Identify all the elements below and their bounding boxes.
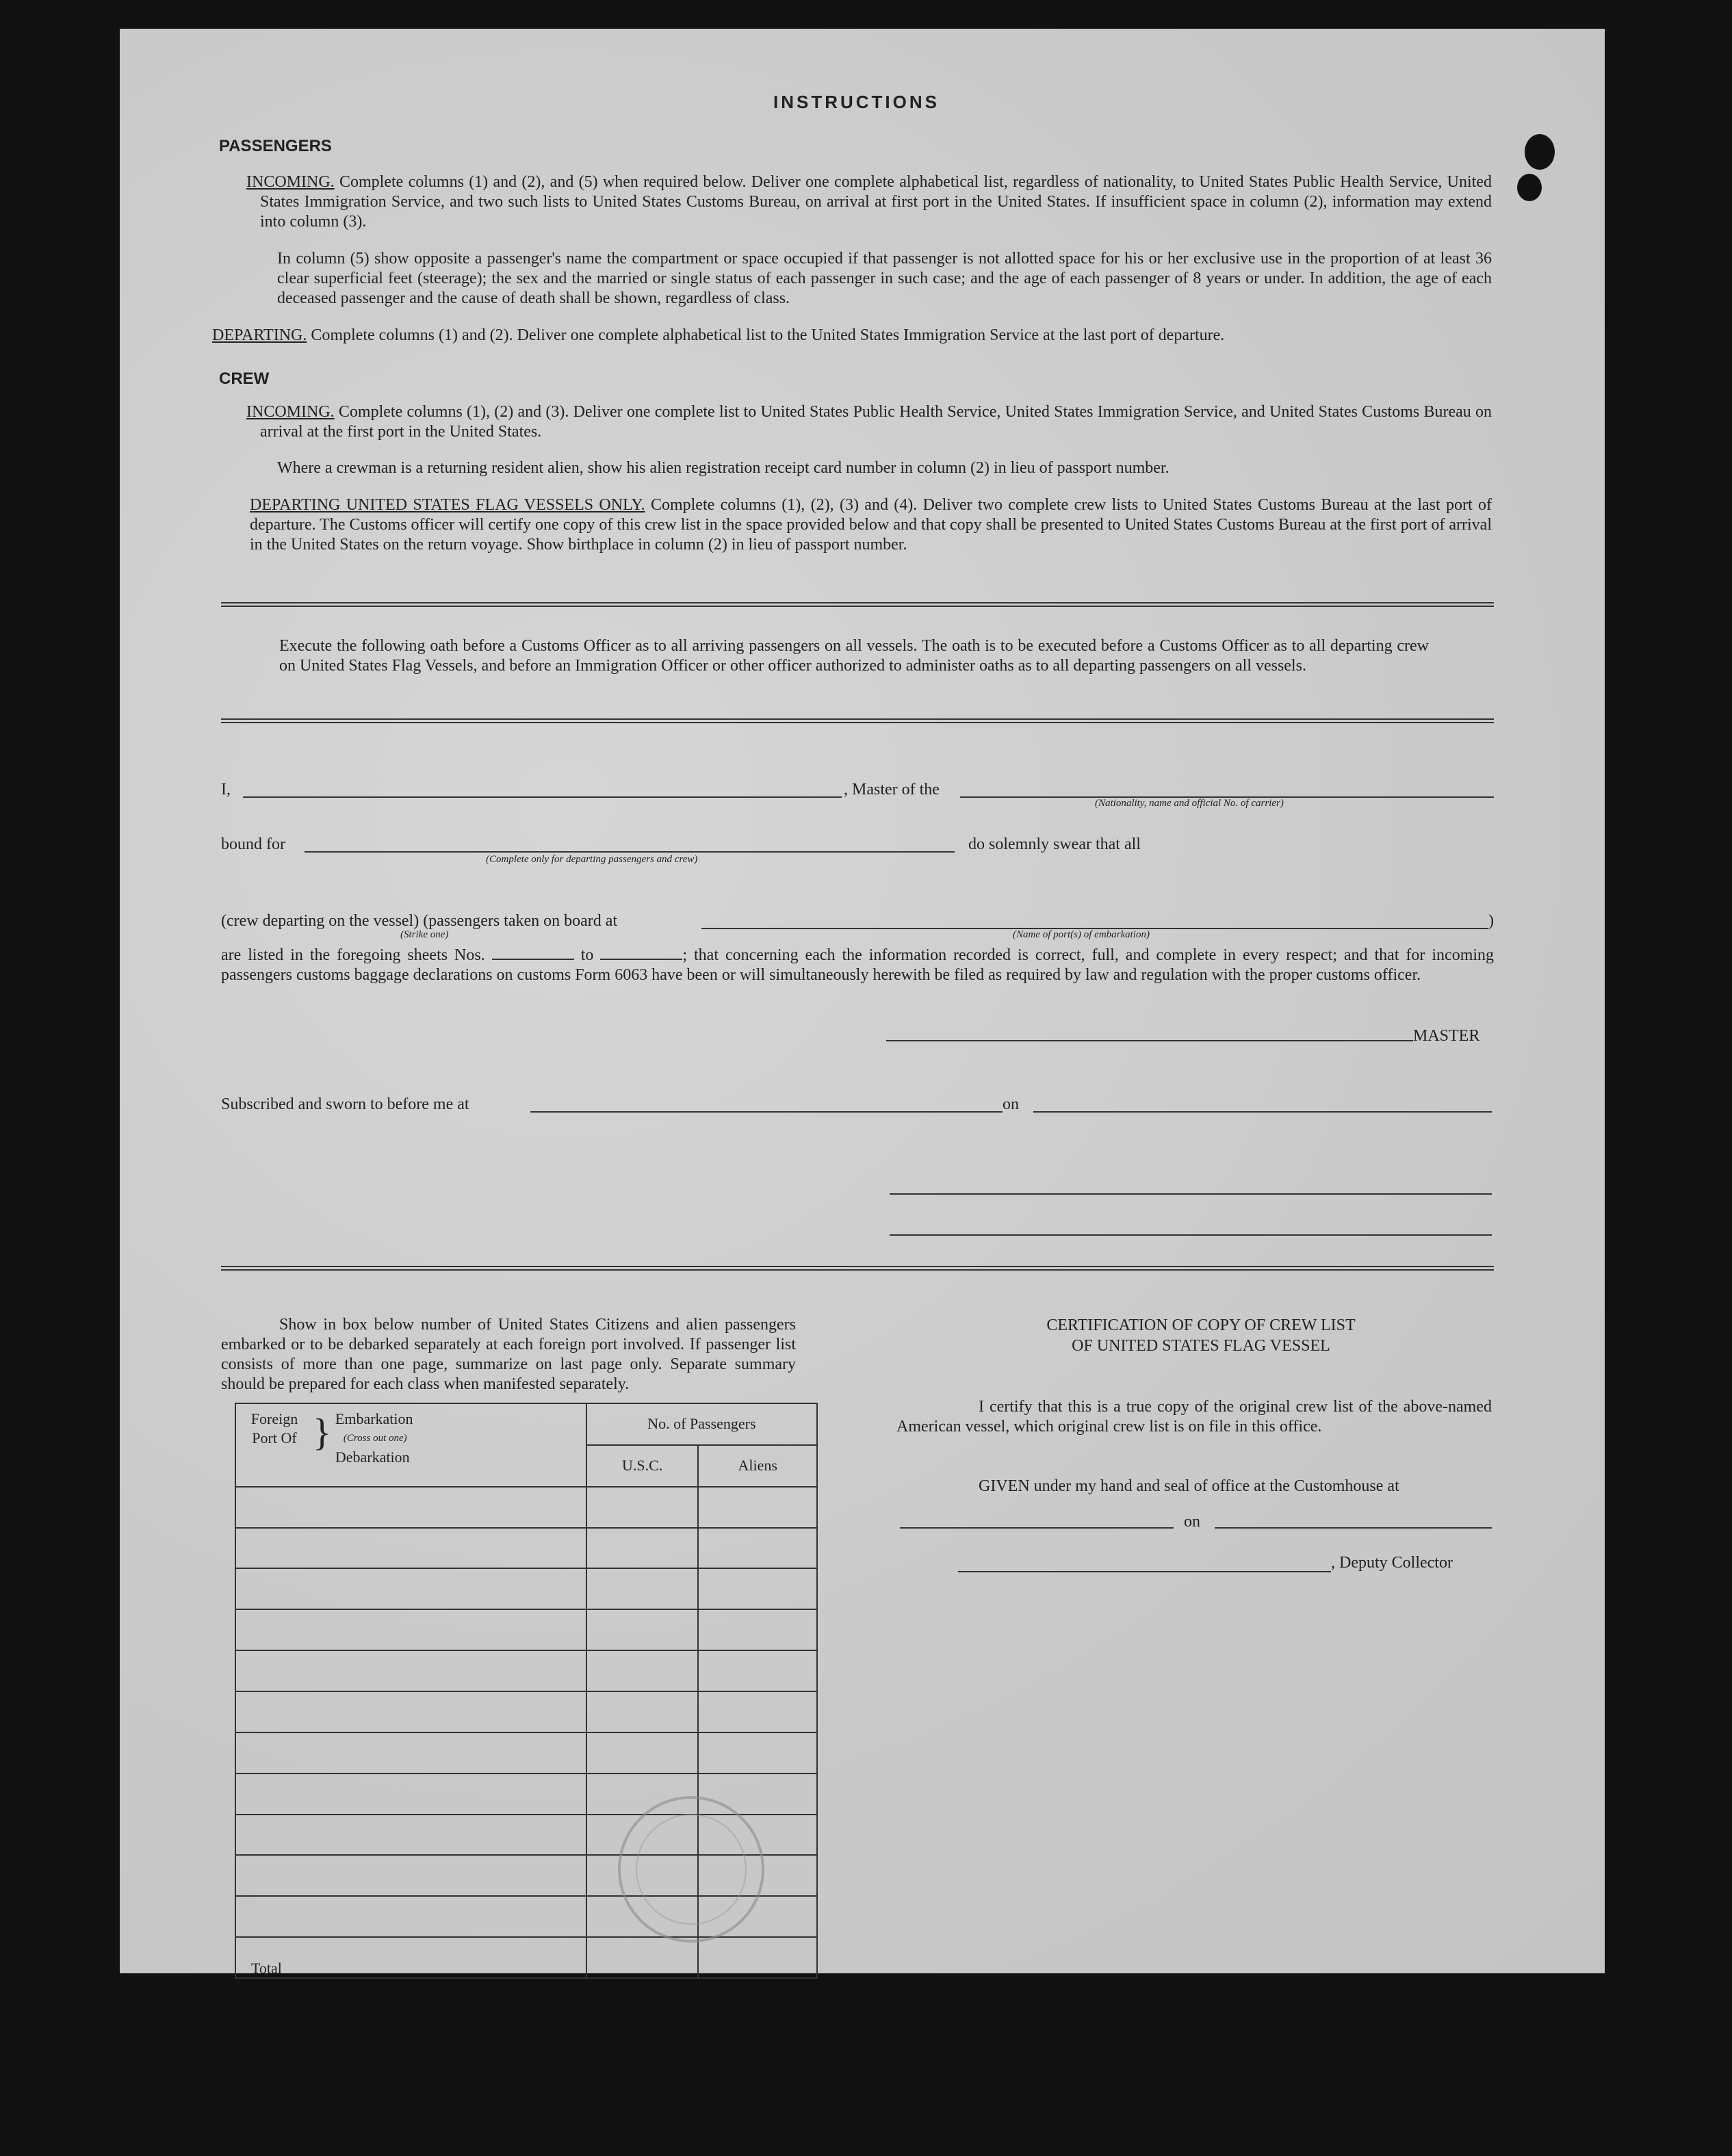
port-cell[interactable]	[235, 1815, 586, 1856]
aliens-cell[interactable]	[698, 1650, 817, 1691]
usc-header: U.S.C.	[586, 1445, 699, 1487]
listed-text-a: are listed in the foregoing sheets Nos.	[221, 946, 485, 964]
crew-incoming	[246, 402, 1492, 442]
strike-one-caption: (Strike one)	[400, 929, 449, 940]
passengers-incoming-text2: In column (5) show opposite a passenger's name the compartment or space occupied if that passenger is not allotted space for his or her exclusive use in the proportion of at least 36 clear superficial feet (steerage); the sex and the married or single status of each passenger in such case; and the age of each passenger of 8 years or under. In addition, the age of each deceased passenger and the cause of death shall be shown, regardless of class.	[277, 250, 1492, 307]
listed-to: to	[580, 946, 594, 964]
divider	[221, 1266, 1494, 1271]
sworn-place-field[interactable]	[530, 1111, 1003, 1113]
passengers-incoming	[246, 172, 1492, 232]
subscribed-label: Subscribed and sworn to before me at	[221, 1095, 469, 1113]
certification-heading-1: CERTIFICATION OF COPY OF CREW LIST	[1046, 1316, 1356, 1334]
sworn-date-field[interactable]	[1033, 1111, 1492, 1113]
usc-cell[interactable]	[586, 1487, 699, 1528]
usc-cell[interactable]	[586, 1528, 699, 1569]
passengers-incoming-label: INCOMING.	[246, 173, 335, 191]
port-cell[interactable]	[235, 1732, 586, 1774]
crew-incoming-text2: Where a crewman is a returning resident alien, show his alien registration receipt card number in column (2) in lieu of passport number.	[277, 459, 1169, 477]
bound-for-caption: (Complete only for departing passengers and crew)	[486, 854, 698, 865]
usc-cell[interactable]	[586, 1650, 699, 1691]
deputy-collector-label: , Deputy Collector	[1331, 1554, 1453, 1572]
foreign-port-of: Foreign Port Of	[250, 1410, 298, 1446]
listed-text-b: ; that concerning each the information recorded is correct, full, and complete in every respect; and that for incoming passengers customs baggage declarations on customs Form 6063 have been or will simultaneously herewith be filed as required by law and regulation with the proper customs officer.	[221, 946, 1495, 984]
crew-departing-label: DEPARTING UNITED STATES FLAG VESSELS ONLY.	[250, 496, 645, 514]
certification-heading	[955, 1315, 1447, 1356]
divider	[221, 718, 1494, 723]
document-page	[120, 29, 1605, 1977]
sheet-from-field[interactable]	[492, 959, 574, 960]
header-port: Foreign Port Of } Embarkation (Cross out one) Debarkation	[235, 1403, 586, 1487]
passengers-heading: PASSENGERS	[219, 137, 332, 155]
sheet-to-field[interactable]	[600, 959, 682, 960]
officer-signature-line[interactable]	[890, 1193, 1492, 1195]
aliens-cell[interactable]	[698, 1691, 817, 1732]
passengers-departing-text: Complete columns (1) and (2). Deliver one complete alphabetical list to the United States Immigration Service at the last port of departure.	[311, 326, 1225, 344]
divider	[221, 602, 1494, 607]
passengers-departing-label: DEPARTING.	[212, 326, 307, 344]
total-label: Total	[235, 1937, 586, 1978]
page-title: INSTRUCTIONS	[773, 92, 940, 112]
customhouse-field[interactable]	[900, 1527, 1174, 1529]
aliens-cell[interactable]	[698, 1732, 817, 1774]
certification-text-2: GIVEN under my hand and seal of office at the Customhouse at	[979, 1477, 1399, 1495]
customs-stamp-icon	[602, 1780, 780, 1958]
oath-i: I,	[221, 781, 231, 798]
swear-text: do solemnly swear that all	[968, 835, 1141, 853]
aliens-cell[interactable]	[698, 1609, 817, 1650]
port-cell[interactable]	[235, 1774, 586, 1815]
close-paren: )	[1488, 912, 1494, 930]
summary-text: Show in box below number of United States Citizens and alien passengers embarked or to be debarked separately at each foreign port involved. If passenger list consists of more than one page, summarize on last page only. Separate summary should be prepared for each class when manifested separately.	[221, 1316, 796, 1393]
port-cell[interactable]	[235, 1609, 586, 1650]
oath-intro: Execute the following oath before a Customs Officer as to all arriving passengers on all vessels. The oath is to be executed before a Customs Officer as to all departing crew on United States Flag Vessels, and before an Immigration Officer or other officer authorized to administer oaths as to all departing passengers on all vessels.	[279, 637, 1429, 675]
sworn-on-label: on	[1003, 1095, 1019, 1113]
crew-departing	[250, 495, 1492, 555]
port-cell[interactable]	[235, 1691, 586, 1732]
master-of-the: , Master of the	[844, 781, 940, 798]
aliens-cell[interactable]	[698, 1487, 817, 1528]
listed-paragraph	[221, 946, 1494, 985]
aliens-cell[interactable]	[698, 1528, 817, 1569]
master-name-field[interactable]	[243, 796, 842, 798]
usc-cell[interactable]	[586, 1732, 699, 1774]
usc-cell[interactable]	[586, 1691, 699, 1732]
port-cell[interactable]	[235, 1568, 586, 1609]
aliens-header: Aliens	[698, 1445, 817, 1487]
usc-cell[interactable]	[586, 1568, 699, 1609]
certification-heading-2: OF UNITED STATES FLAG VESSEL	[1072, 1337, 1330, 1355]
port-cell[interactable]	[235, 1896, 586, 1937]
port-cell[interactable]	[235, 1855, 586, 1896]
crew-incoming-text: Complete columns (1), (2) and (3). Deliver one complete list to United States Public Health Service, United States Immigration Service, and United States Customs Bureau on arrival at the first port in the United States.	[260, 403, 1492, 441]
certification-on-label: on	[1184, 1513, 1200, 1531]
crew-heading: CREW	[219, 369, 270, 388]
carrier-caption: (Nationality, name and official No. of carrier)	[1095, 798, 1284, 809]
certification-text-1: I certify that this is a true copy of the original crew list of the above-named American vessel, which original crew list is on file in this office.	[896, 1398, 1492, 1436]
usc-cell[interactable]	[586, 1609, 699, 1650]
embarkation-label: Embarkation	[335, 1410, 413, 1427]
no-of-passengers-header: No. of Passengers	[586, 1403, 817, 1445]
passengers-incoming-text: Complete columns (1) and (2), and (5) when required below. Deliver one complete alphabetical list, regardless of nationality, to United States Public Health Service, United States Immigration Service, and two such lists to United States Customs Bureau, on arrival at first port in the United States. If insufficient space in column (2), information may extend into column (3).	[260, 173, 1492, 231]
passengers-departing	[212, 326, 1492, 346]
deputy-signature-field[interactable]	[958, 1571, 1331, 1572]
aliens-cell[interactable]	[698, 1568, 817, 1609]
port-caption: (Name of port(s) of embarkation)	[1013, 929, 1150, 940]
cross-out-caption: (Cross out one)	[343, 1433, 407, 1444]
bound-for-label: bound for	[221, 835, 285, 853]
crew-incoming-label: INCOMING.	[246, 403, 335, 421]
debarkation-label: Debarkation	[335, 1449, 410, 1466]
port-cell[interactable]	[235, 1528, 586, 1569]
master-signature-field[interactable]	[886, 1040, 1413, 1041]
port-cell[interactable]	[235, 1650, 586, 1691]
master-label: MASTER	[1413, 1027, 1480, 1045]
officer-title-line[interactable]	[890, 1234, 1492, 1236]
crew-departing-text: Complete columns (1), (2), (3) and (4). Deliver two complete crew lists to United States Customs Bureau at the last port of departure. The Customs officer will certify one copy of this crew list in the space provided below and that copy shall be presented to United States Customs Bureau at the first port of arrival in the United States on the return voyage. Show birthplace in column (2) in lieu of passport number.	[250, 496, 1492, 554]
bound-for-field[interactable]	[305, 851, 955, 853]
ink-blot-icon	[1509, 131, 1564, 207]
crew-departing-text: (crew departing on the vessel) (passengers taken on board at	[221, 912, 618, 930]
port-cell[interactable]	[235, 1487, 586, 1528]
certification-date-field[interactable]	[1215, 1527, 1492, 1529]
